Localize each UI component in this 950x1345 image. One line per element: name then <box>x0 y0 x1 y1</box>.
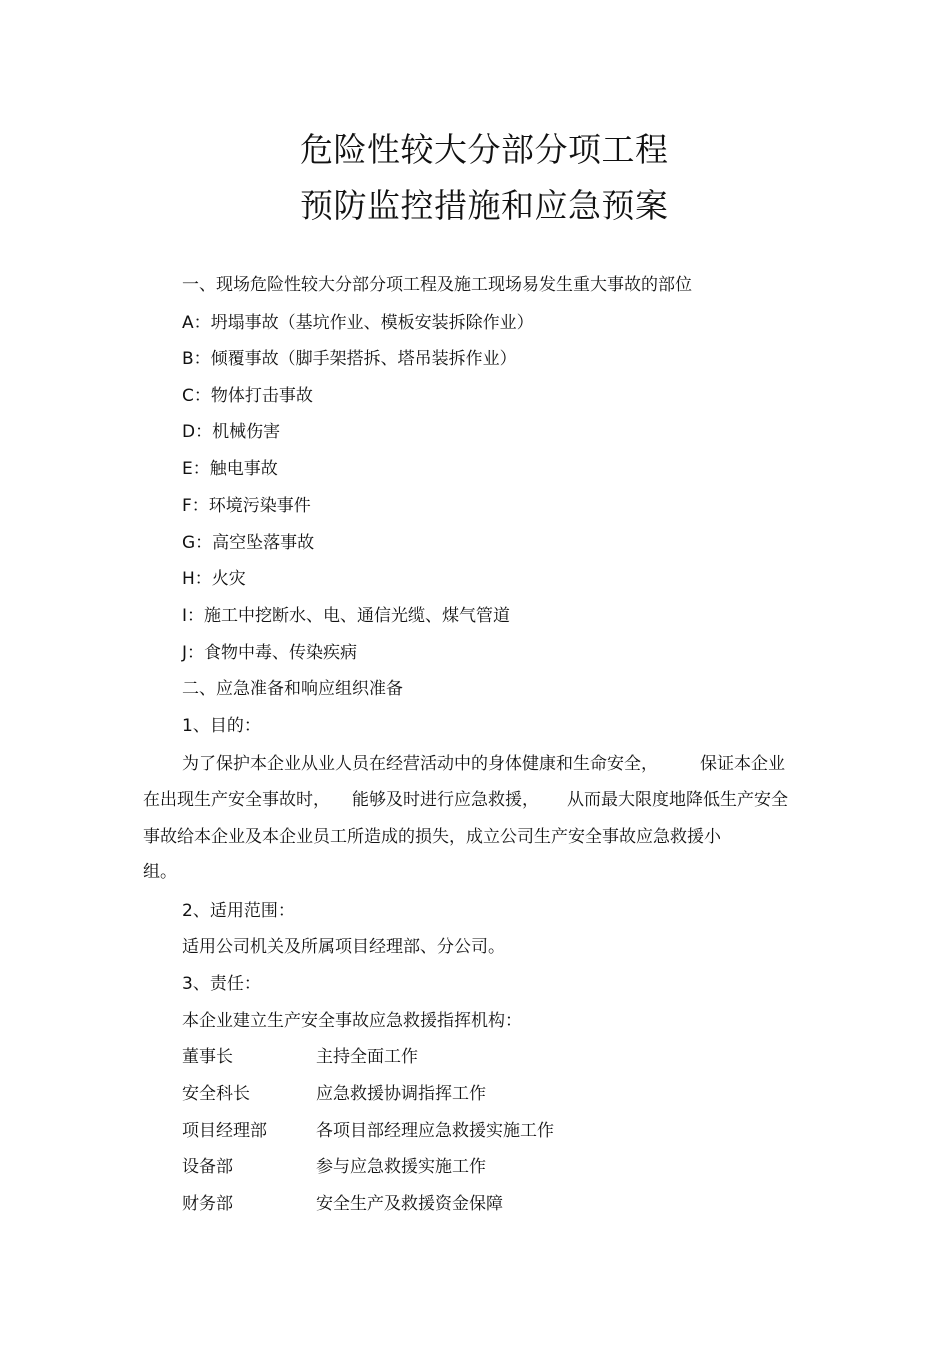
duty-role: 设备部 <box>182 1157 233 1177</box>
purpose-paragraph-line-1 <box>182 753 785 775</box>
scope-label: 2、适用范围： <box>182 901 295 921</box>
duty-role: 安全科长 <box>182 1084 250 1104</box>
hazard-item-d: D：机械伤害 <box>182 422 281 442</box>
duty-row <box>182 1193 503 1215</box>
hazard-item-h: H：火灾 <box>182 569 246 589</box>
duty-intro: 本企业建立生产安全事故应急救援指挥机构： <box>182 1011 522 1031</box>
hazard-item-i: I：施工中挖断水、电、通信光缆、煤气管道 <box>182 606 511 626</box>
hazard-item-a: A：坍塌事故（基坑作业、模板安装拆除作业） <box>182 313 534 333</box>
duty-task: 主持全面工作 <box>316 1047 418 1067</box>
purpose-paragraph-line-2 <box>143 789 788 811</box>
duty-role: 项目经理部 <box>182 1121 267 1141</box>
scope-text: 适用公司机关及所属项目经理部、分公司。 <box>182 937 505 957</box>
hazard-item-g: G：高空坠落事故 <box>182 533 315 553</box>
duty-label: 3、责任： <box>182 974 261 994</box>
purpose-text-segment: 在出现生产安全事故时， <box>143 790 330 810</box>
section-2-heading: 二、应急准备和响应组织准备 <box>182 679 403 699</box>
hazard-item-e: E：触电事故 <box>182 459 278 479</box>
duty-role: 财务部 <box>182 1194 233 1214</box>
hazard-item-c: C：物体打击事故 <box>182 386 313 406</box>
purpose-paragraph-line-3: 事故给本企业及本企业员工所造成的损失，成立公司生产安全事故应急救援小 <box>143 827 721 847</box>
purpose-paragraph-line-4: 组。 <box>143 862 177 882</box>
section-1-heading: 一、现场危险性较大分部分项工程及施工现场易发生重大事故的部位 <box>182 275 692 295</box>
purpose-text-segment: 能够及时进行应急救援， <box>352 790 539 810</box>
hazard-item-f: F：环境污染事件 <box>182 496 311 516</box>
duty-task: 各项目部经理应急救援实施工作 <box>316 1121 554 1141</box>
duty-row <box>182 1083 486 1105</box>
document-title-line-1: 危险性较大分部分项工程 <box>300 130 669 169</box>
duty-task: 参与应急救援实施工作 <box>316 1157 486 1177</box>
purpose-text-segment: 从而最大限度地降低生产安全 <box>567 790 788 810</box>
hazard-item-b: B：倾覆事故（脚手架搭拆、塔吊装拆作业） <box>182 349 517 369</box>
purpose-label: 1、目的： <box>182 716 261 736</box>
purpose-text-segment: 保证本企业 <box>700 754 785 774</box>
duty-row <box>182 1120 554 1142</box>
duty-task: 应急救援协调指挥工作 <box>316 1084 486 1104</box>
purpose-text-segment: 为了保护本企业从业人员在经营活动中的身体健康和生命安全， <box>182 754 658 774</box>
hazard-item-j: J：食物中毒、传染疾病 <box>182 643 358 663</box>
duty-role: 董事长 <box>182 1047 233 1067</box>
duty-row <box>182 1156 486 1178</box>
duty-row <box>182 1046 418 1068</box>
duty-task: 安全生产及救援资金保障 <box>316 1194 503 1214</box>
document-title-line-2: 预防监控措施和应急预案 <box>300 186 669 225</box>
